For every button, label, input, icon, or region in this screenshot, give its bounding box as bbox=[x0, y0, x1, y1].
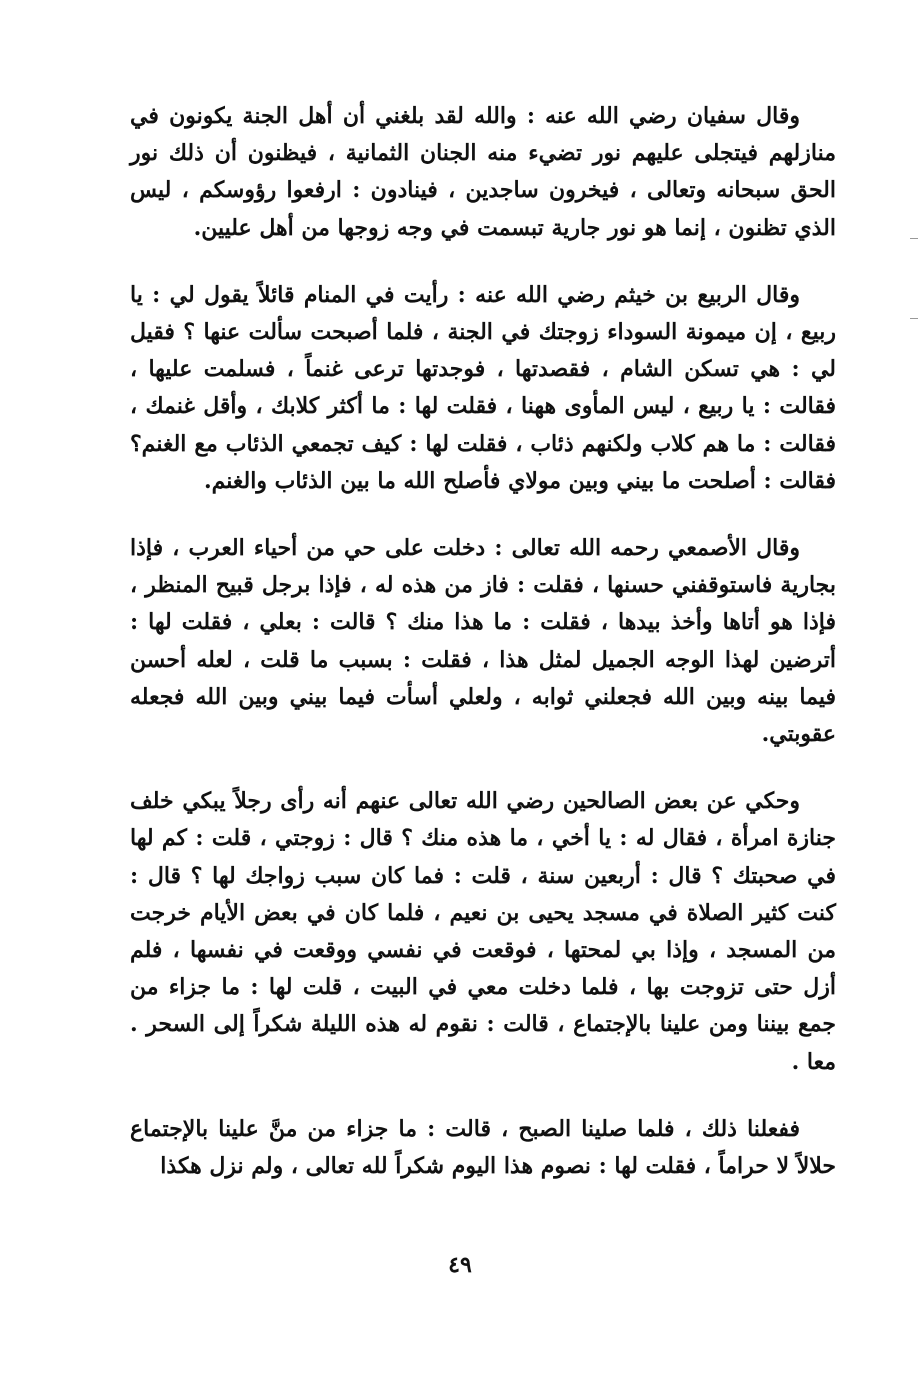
margin-tick-mark bbox=[910, 238, 918, 239]
page-body bbox=[130, 98, 836, 1185]
paragraph-continuation: ففعلنا ذلك ، فلما صلينا الصبح ، قالت : ما جزاء من منَّ علينا بالإجتماع حلالاً لا حراماً ، فقلت لها : نصوم هذا اليوم شكراً لله تعالى ، ولم نزل هكذا bbox=[130, 1115, 836, 1180]
paragraph-rabi: وقال الربيع بن خيثم رضي الله عنه : رأيت في المنام قائلاً يقول لي : يا ربيع ، إن ميمونة السوداء زوجتك في الجنة ، فلما أصبحت سألت عنها ؟ فقيل لي : هي تسكن الشام ، فقصدتها ، فوجدتها ترعى غنماً ، فسلمت عليها ، فقالت : يا ربيع ، ليس المأوى ههنا ، فقلت لها : ما أكثر كلابك ، وأقل غنمك ، فقالت : ما هم كلاب ولكنهم ذئاب ، فقلت لها : كيف تجمعي الذئاب مع الغنم؟ فقالت : أصلحت ما بيني وبين مولاي فأصلح الله ما بين الذئاب والغنم. bbox=[130, 281, 836, 494]
paragraph-asmai: وقال الأصمعي رحمه الله تعالى : دخلت على حي من أحياء العرب ، فإذا بجارية فاستوقفني حسنها ، فقلت : فاز من هذه له ، فإذا برجل قبيح المنظر ، فإذا هو أتاها وأخذ بيدها ، فقلت : ما هذا منك ؟ قالت : بعلي ، فقلت لها : أترضين لهذا الوجه الجميل لمثل هذا ، فقلت : بسبب ما قلت ، لعله أحسن فيما بينه وبين الله فجعلني ثوابه ، ولعلي أسأت فيما بيني وبين الله فجعله عقوبتي. bbox=[130, 535, 836, 748]
paragraph-funeral-story: وحكي عن بعض الصالحين رضي الله تعالى عنهم أنه رأى رجلاً يبكي خلف جنازة امرأة ، فقال له : يا أخي ، ما هذه منك ؟ قال : زوجتي ، قلت : كم لها في صحبتك ؟ قال : أربعين سنة ، قلت : فما كان سبب زواجك لها ؟ قال : كنت كثير الصلاة في مسجد يحيى بن نعيم ، فلما كان في بعض الأيام خرجت من المسجد ، وإذا بي لمحتها ، فوقعت في نفسي ووقعت في نفسها ، فلم أزل حتى تزوجت بها ، فلما دخلت معي في البيت ، قلت لها : ما جزاء من جمع بيننا ومن علينا بالإجتماع ، قالت : نقوم له هذه الليلة شكراً إلى السحر . معا . bbox=[130, 788, 836, 1075]
margin-tick-mark bbox=[910, 318, 918, 319]
paragraph-sufyan: وقال سفيان رضي الله عنه : والله لقد بلغني أن أهل الجنة يكونون في منازلهم فيتجلى عليهم نور تضيء منه الجنان الثمانية ، فيظنون أن ذلك نور الحق سبحانه وتعالى ، فيخرون ساجدين ، فينادون : ارفعوا رؤوسكم ، ليس الذي تظنون ، إنما هو نور جارية تبسمت في وجه زوجها من أهل عليين. bbox=[130, 103, 836, 241]
page-number: ٤٩ bbox=[448, 1252, 472, 1278]
